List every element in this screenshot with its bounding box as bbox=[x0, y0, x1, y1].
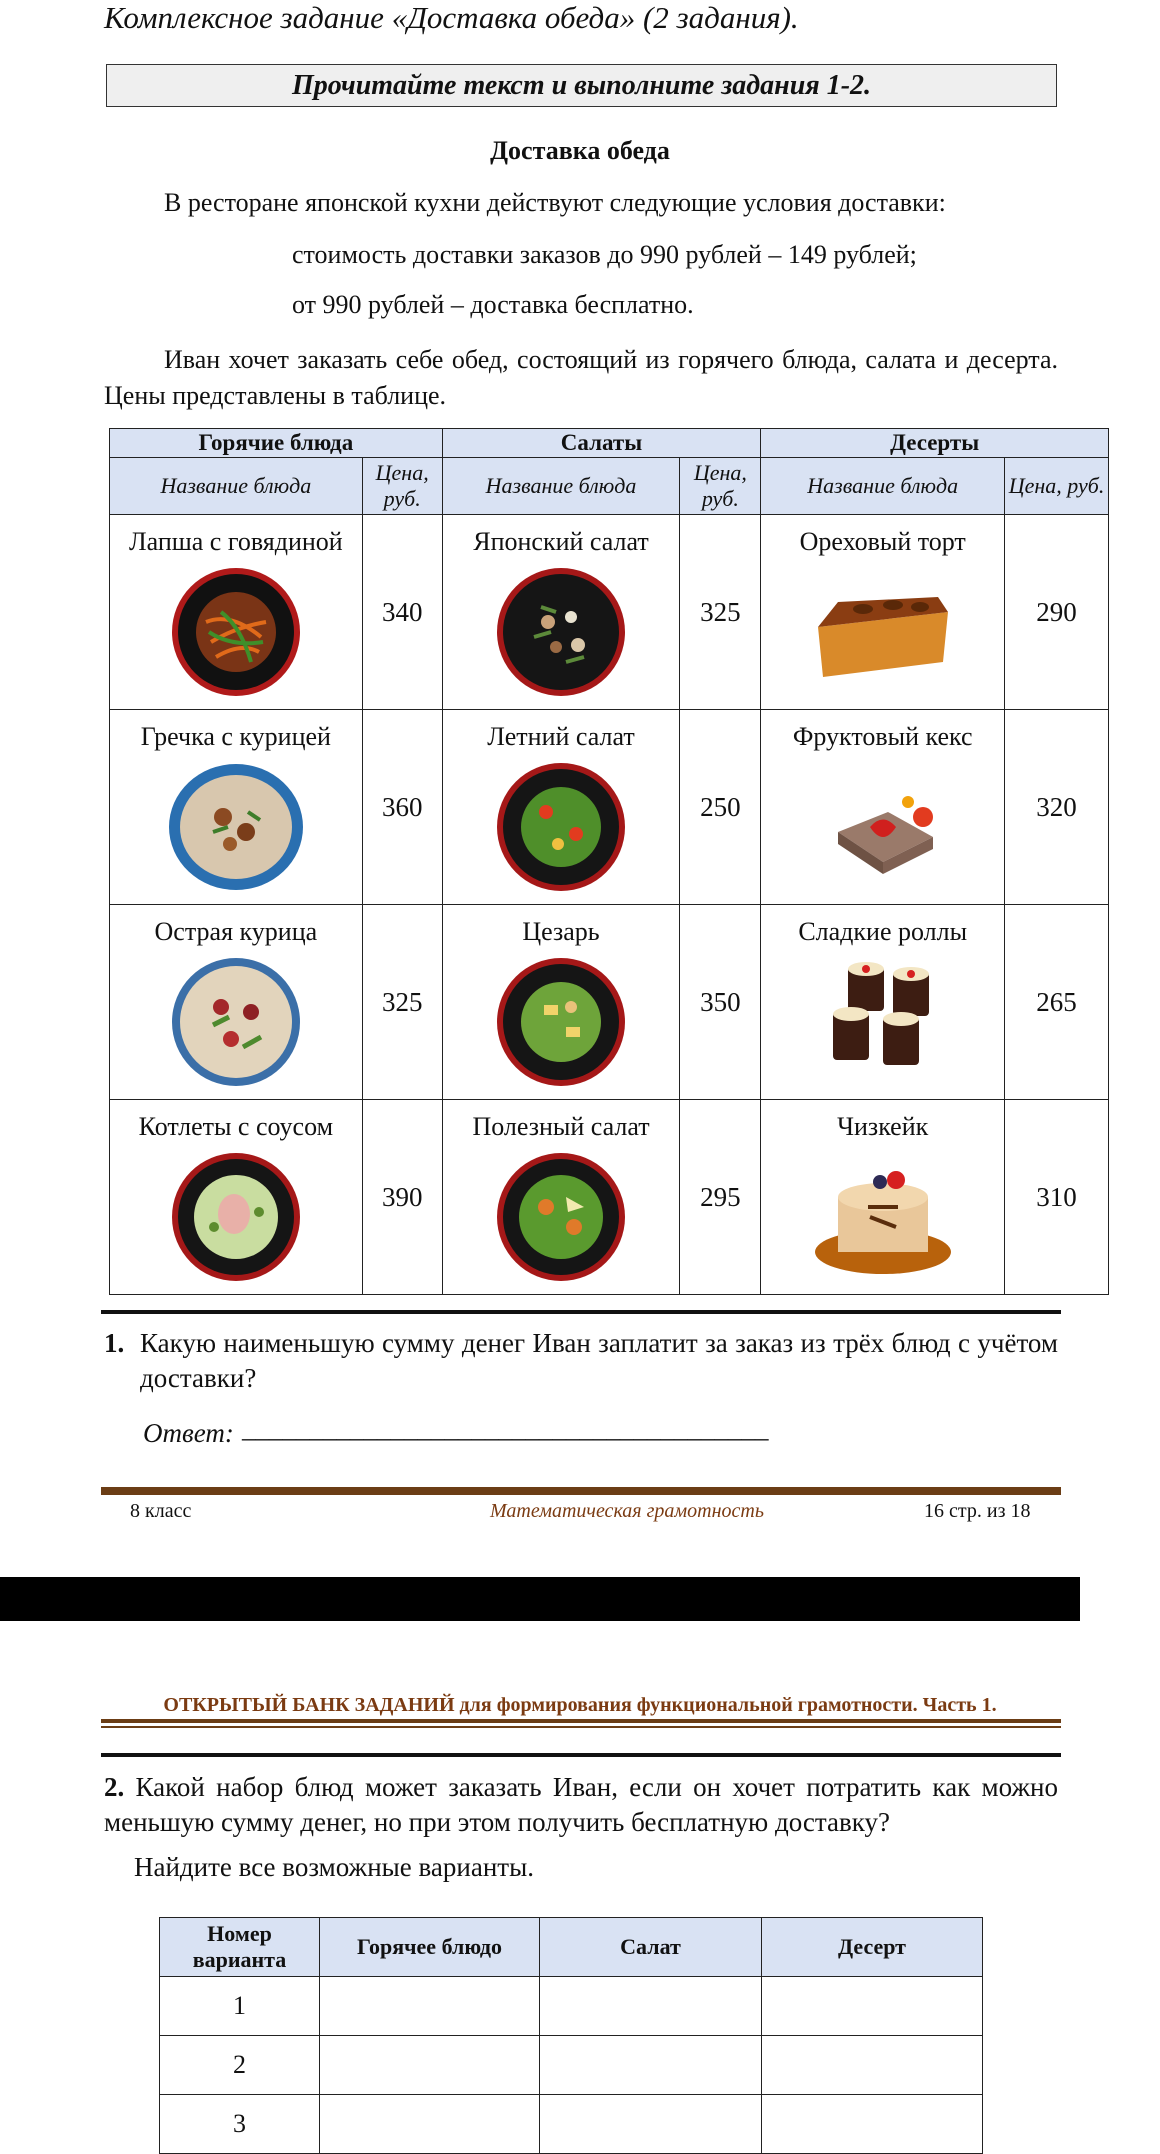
question-2-body: Какой набор блюд может заказать Иван, если он хочет потратить как можно меньшую сумму денег, но при этом получить бесплатную доставку? bbox=[104, 1772, 1058, 1837]
bank-rule-top bbox=[101, 1719, 1061, 1723]
cheesecake-image bbox=[808, 1152, 958, 1282]
table-row bbox=[160, 2036, 983, 2095]
cutlets-dish-image bbox=[169, 1152, 303, 1282]
footer-page: 16 стр. из 18 bbox=[924, 1500, 1031, 1522]
group-desserts: Десерты bbox=[761, 429, 1109, 458]
question-2-text bbox=[104, 1770, 1058, 1840]
question-2-number: 2. bbox=[104, 1772, 125, 1802]
dish-cell bbox=[761, 1100, 1005, 1295]
name-header: Название блюда bbox=[110, 458, 363, 515]
dish-cell bbox=[110, 710, 363, 905]
name-header: Название блюда bbox=[442, 458, 680, 515]
dish-cell bbox=[761, 515, 1005, 710]
section-divider bbox=[101, 1753, 1061, 1757]
text-heading: Доставка обеда bbox=[490, 136, 670, 165]
price-header: Цена, руб. bbox=[680, 458, 761, 515]
dish-cell bbox=[442, 905, 680, 1100]
price-header: Цена, руб. bbox=[1005, 458, 1109, 515]
price-cell: 320 bbox=[1005, 710, 1109, 905]
dish-name: Острая курица bbox=[154, 917, 318, 946]
dish-name: Котлеты с соусом bbox=[138, 1112, 334, 1141]
fruit-cake-image bbox=[808, 762, 958, 892]
dish-name: Полезный салат bbox=[472, 1112, 650, 1141]
condition-2: от 990 рублей – доставка бесплатно. bbox=[292, 290, 694, 319]
caesar-salad-image bbox=[496, 957, 626, 1087]
answer-cell[interactable] bbox=[320, 2095, 540, 2154]
summer-salad-image bbox=[496, 762, 626, 892]
price-cell: 340 bbox=[362, 515, 442, 710]
table-row bbox=[160, 1977, 983, 2036]
price-cell: 390 bbox=[362, 1100, 442, 1295]
dish-cell bbox=[761, 710, 1005, 905]
price-cell: 360 bbox=[362, 710, 442, 905]
price-cell: 310 bbox=[1005, 1100, 1109, 1295]
answer-cell[interactable] bbox=[540, 2036, 762, 2095]
pecan-pie-image bbox=[808, 567, 958, 697]
question-1-text: Какую наименьшую сумму денег Иван заплатит за заказ из трёх блюд с учётом доставки? bbox=[140, 1328, 1058, 1393]
price-cell: 295 bbox=[680, 1100, 761, 1295]
answer-cell[interactable] bbox=[320, 2036, 540, 2095]
footer-subject: Математическая грамотность bbox=[490, 1500, 764, 1522]
table-row bbox=[160, 2095, 983, 2154]
page-break-band bbox=[0, 1577, 1080, 1621]
question-2-hint: Найдите все возможные варианты. bbox=[134, 1852, 534, 1882]
menu-table bbox=[109, 428, 1109, 1295]
section-divider bbox=[101, 1310, 1061, 1314]
col-variant: Номер варианта bbox=[160, 1918, 320, 1977]
answer-cell[interactable] bbox=[540, 1977, 762, 2036]
answer-cell[interactable] bbox=[762, 2036, 983, 2095]
dish-cell bbox=[442, 710, 680, 905]
question-1-number: 1. bbox=[104, 1328, 125, 1358]
price-cell: 325 bbox=[680, 515, 761, 710]
condition-1: стоимость доставки заказов до 990 рублей – 149 рублей; bbox=[292, 240, 917, 269]
dish-cell bbox=[761, 905, 1005, 1100]
dish-cell bbox=[110, 905, 363, 1100]
sweet-rolls-image bbox=[808, 957, 958, 1087]
dish-name: Сладкие роллы bbox=[798, 917, 968, 946]
dish-name: Гречка с курицей bbox=[140, 722, 331, 751]
dish-name: Чизкейк bbox=[837, 1112, 929, 1141]
dish-name: Фруктовый кекс bbox=[792, 722, 973, 751]
dish-cell bbox=[442, 1100, 680, 1295]
col-hot: Горячее блюдо bbox=[320, 1918, 540, 1977]
answer-cell[interactable] bbox=[762, 1977, 983, 2036]
intro-text: В ресторане японской кухни действуют следующие условия доставки: bbox=[164, 188, 946, 217]
group-hot: Горячие блюда bbox=[110, 429, 443, 458]
task-title: Комплексное задание «Доставка обеда» (2 задания). bbox=[104, 0, 799, 35]
variant-number: 2 bbox=[160, 2036, 320, 2095]
group-salads: Салаты bbox=[442, 429, 761, 458]
spicy-chicken-image bbox=[171, 957, 301, 1087]
variant-number: 1 bbox=[160, 1977, 320, 2036]
noodles-dish-image bbox=[171, 567, 301, 697]
answer-label: Ответ: bbox=[143, 1418, 234, 1448]
dish-cell bbox=[110, 515, 363, 710]
price-cell: 325 bbox=[362, 905, 442, 1100]
answer-table bbox=[159, 1917, 983, 2154]
buckwheat-dish-image bbox=[168, 762, 304, 892]
footer-rule bbox=[101, 1487, 1061, 1495]
price-cell: 350 bbox=[680, 905, 761, 1100]
salad-dish-image bbox=[496, 567, 626, 697]
price-cell: 265 bbox=[1005, 905, 1109, 1100]
dish-cell bbox=[110, 1100, 363, 1295]
name-header: Название блюда bbox=[761, 458, 1005, 515]
dish-name: Лапша с говядиной bbox=[128, 527, 343, 556]
table-row bbox=[110, 1100, 1109, 1295]
dish-name: Ореховый торт bbox=[799, 527, 966, 556]
footer-grade: 8 класс bbox=[130, 1500, 192, 1522]
price-header: Цена, руб. bbox=[362, 458, 442, 515]
dish-cell bbox=[442, 515, 680, 710]
col-dessert: Десерт bbox=[762, 1918, 983, 1977]
dish-name: Японский салат bbox=[473, 527, 649, 556]
answer-cell[interactable] bbox=[320, 1977, 540, 2036]
table-row bbox=[110, 905, 1109, 1100]
bank-header: ОТКРЫТЫЙ БАНК ЗАДАНИЙ для формирования функциональной грамотности. Часть 1. bbox=[163, 1694, 997, 1716]
healthy-salad-image bbox=[496, 1152, 626, 1282]
price-cell: 250 bbox=[680, 710, 761, 905]
answer-cell[interactable] bbox=[762, 2095, 983, 2154]
price-cell: 290 bbox=[1005, 515, 1109, 710]
instruction-box: Прочитайте текст и выполните задания 1-2. bbox=[106, 64, 1057, 107]
dish-name: Летний салат bbox=[487, 722, 635, 751]
bank-rule-bottom bbox=[101, 1726, 1061, 1728]
table-row bbox=[110, 515, 1109, 710]
table-row bbox=[110, 710, 1109, 905]
answer-cell[interactable] bbox=[540, 2095, 762, 2154]
dish-name: Цезарь bbox=[522, 917, 600, 946]
paragraph: Иван хочет заказать себе обед, состоящий из горячего блюда, салата и десерта. Цены представлены в таблице. bbox=[104, 345, 1058, 410]
col-salad: Салат bbox=[540, 1918, 762, 1977]
answer-line[interactable]: _______________________________________ bbox=[242, 1413, 769, 1443]
variant-number: 3 bbox=[160, 2095, 320, 2154]
